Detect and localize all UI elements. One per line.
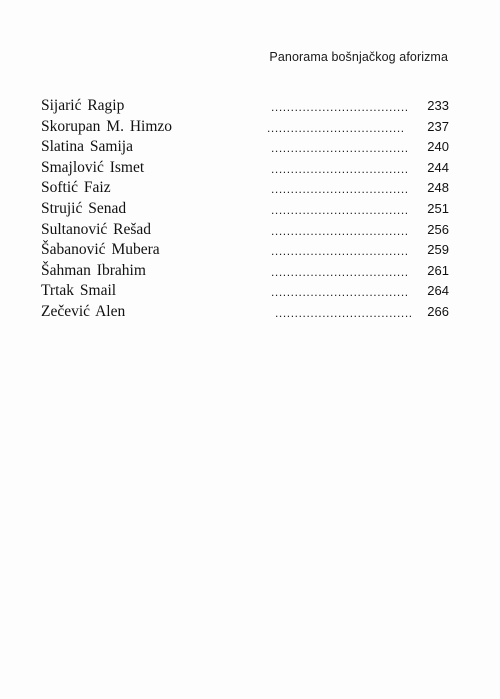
running-header: Panorama bošnjačkog aforizma xyxy=(269,50,448,64)
toc-entry-name: Strujić Senad xyxy=(41,199,127,217)
toc-entry-page-number: 233 xyxy=(427,98,449,113)
toc-entry-name: Šabanović Mubera xyxy=(41,241,160,259)
toc-entry-name: Sijarić Ragip xyxy=(41,97,125,114)
toc-entry xyxy=(41,240,453,261)
toc-entry xyxy=(41,281,453,302)
toc-entry xyxy=(41,261,453,282)
toc-entry-page-number: 244 xyxy=(427,159,449,175)
toc-leader-dots: ................................... xyxy=(271,161,409,176)
toc-entry-page-number: 240 xyxy=(427,139,449,155)
toc-entry xyxy=(41,96,453,117)
toc-entry-name: Skorupan M. Himzo xyxy=(41,117,173,135)
toc-entry-name: Softić Faiz xyxy=(41,179,111,197)
toc-entry-page-number: 266 xyxy=(427,303,449,319)
toc-entry xyxy=(41,178,453,199)
toc-entry-page-number: 259 xyxy=(427,242,449,258)
toc-entry-name: Smajlović Ismet xyxy=(41,158,145,176)
toc-entry-page-number: 264 xyxy=(427,283,449,299)
toc-entry xyxy=(41,199,453,220)
toc-entry-name: Slatina Samija xyxy=(41,138,133,156)
toc-leader-dots: ................................... xyxy=(271,223,409,238)
toc-leader-dots: ................................... xyxy=(271,100,409,114)
toc-entry-name: Šahman Ibrahim xyxy=(41,261,146,279)
toc-leader-dots: ................................... xyxy=(271,285,409,300)
toc-leader-dots: ................................... xyxy=(271,202,409,217)
toc-entry xyxy=(41,158,453,179)
toc-entry-page-number: 261 xyxy=(427,262,449,278)
toc-leader-dots: ................................... xyxy=(271,141,409,156)
toc-entry-name: Zečević Alen xyxy=(41,302,126,320)
toc-entry-page-number: 248 xyxy=(427,180,449,196)
toc-entry-name: Sultanović Rešad xyxy=(41,220,152,238)
toc-leader-dots: ................................... xyxy=(271,264,409,279)
toc-leader-dots: ................................... xyxy=(275,305,413,320)
toc-entry-page-number: 251 xyxy=(427,200,449,216)
toc-entry xyxy=(41,137,453,158)
toc-entry xyxy=(41,302,453,323)
toc-leader-dots: ................................... xyxy=(271,244,409,259)
toc-leader-dots: ................................... xyxy=(271,182,409,197)
toc-entry xyxy=(41,117,453,138)
toc-entry-page-number: 256 xyxy=(427,221,449,237)
toc-entry xyxy=(41,220,453,241)
table-of-contents xyxy=(41,96,453,323)
toc-entry-page-number: 237 xyxy=(427,118,449,134)
toc-entry-name: Trtak Smail xyxy=(41,282,117,300)
toc-leader-dots: ................................... xyxy=(267,120,405,135)
